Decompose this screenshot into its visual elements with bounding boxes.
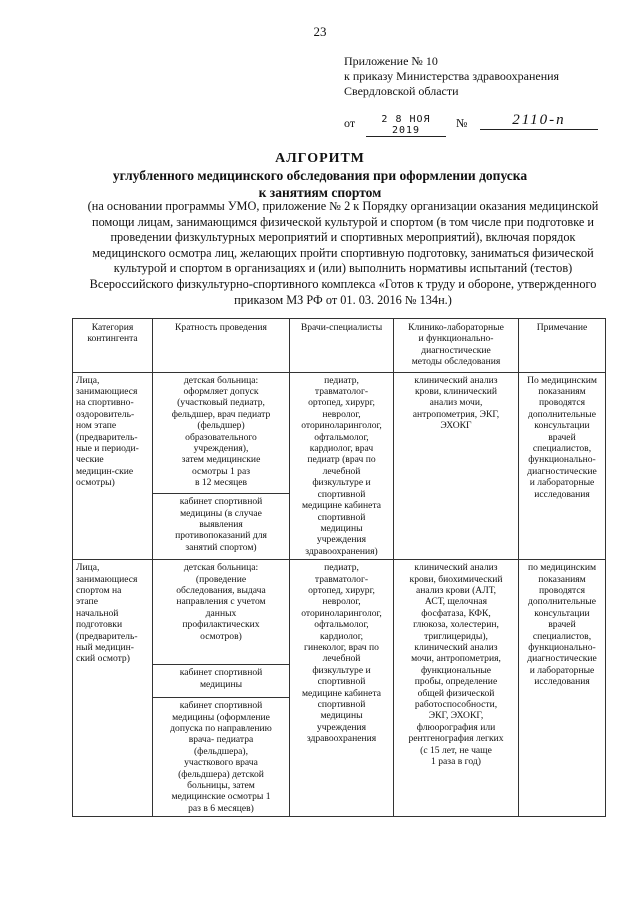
title-line: углубленного медицинского обследования при оформлении допуска [112, 168, 528, 183]
cell-frequency: детская больница: (проведение обследования, выдача направления с учетом данных профилактических осмотров) [153, 560, 290, 665]
attachment-line: Свердловской области [344, 84, 459, 98]
cell-doctors: педиатр, травматолог- ортопед, хирург, невролог, оториноларинголог, офтальмолог, кардиолог, гинеколог, врач по лечебной физкультуре и спортивной медицине кабинета спортивной медицины учреждения здравоохранения [290, 560, 394, 817]
cell-frequency: детская больница: оформляет допуск (участковый педиатр, фельдшер, врач педиатр (фельдшер) образовательного учреждения), затем медицинские осмотры 1 раз в 12 месяцев [153, 372, 290, 494]
page-number: 23 [313, 24, 327, 39]
basis-paragraph: (на основании программы УМО, приложение № 2 к Порядку организации оказания медицинской помощи лицам, занимающимся физической культурой и спортом (в том числе при подготовке и проведении физкультурных мероприятий и спортивных мероприятий), включая порядок медицинского осмотра лиц, желающих пройти спортивную подготовку, заниматься физической культурой и спортом в организациях и (или) выполнить нормативы испытаний (тестов) Всероссийского физкультурно-спортивного комплекса «Готов к труду и обороне, утвержденного приказом МЗ РФ от 01. 03. 2016 № 134н.) [87, 199, 599, 307]
cell-doctors: педиатр, травматолог- ортопед, хирург, невролог, оториноларинголог, офтальмолог, кардиолог, врач педиатр (врач по лечебной физкультуре и спортивной медицине кабинета спортивной медицины учреждения здравоохранения) [290, 372, 394, 560]
cell-frequency: кабинет спортивной медицины (в случае выявления противопоказаний для занятий спортом) [153, 494, 290, 560]
order-from-label: от [344, 116, 356, 130]
cell-frequency: кабинет спортивной медицины [153, 665, 290, 698]
attachment-line: к приказу Министерства здравоохранения [344, 69, 560, 83]
cell-note: По медицинским показаниям проводятся дополнительные консультации врачей специалистов, функционально- диагностические и лабораторные исследования [519, 372, 606, 560]
header-category: Категория контингента [73, 319, 153, 373]
title-main: АЛГОРИТМ [275, 151, 365, 166]
table-header-row [73, 319, 606, 373]
algorithm-table [72, 318, 606, 817]
attachment-line: Приложение № 10 [344, 54, 438, 68]
order-number-handwritten: 2110-п [480, 112, 598, 130]
cell-methods: клинический анализ крови, биохимический анализ крови (АЛТ, АСТ, щелочная фосфатаза, КФК, глюкоза, холестерин, триглицериды), клинический анализ мочи, антропометрия, функциональные пробы, определение общей физической работоспособности, ЭКГ, ЭХОКГ, флюорография или рентгенография легких (с 15 лет, не чаще 1 раза в год) [394, 560, 519, 817]
cell-note: по медицинским показаниям проводятся дополнительные консультации врачей специалистов, функционально- диагностические и лабораторные исследования [519, 560, 606, 817]
order-number-label: № [456, 116, 468, 130]
order-date-stamp: 2 8 НОЯ 2019 [366, 114, 446, 137]
attachment-header [344, 54, 614, 99]
header-doctors: Врачи-специалисты [290, 319, 394, 373]
cell-frequency: кабинет спортивной медицины (оформление допуска по направлению врача- педиатра (фельдшера), участкового врача (фельдшера) детской больницы, затем медицинские осмотры 1 раз в 6 месяцев) [153, 698, 290, 817]
cell-category: Лица, занимающиеся спортом на этапе начальной подготовки (предваритель- ный медицин- ский осмотр) [73, 560, 153, 817]
document-title [60, 150, 580, 201]
header-note: Примечание [519, 319, 606, 373]
header-frequency: Кратность проведения [153, 319, 290, 373]
table-row [73, 560, 606, 665]
header-methods: Клинико-лабораторные и функционально- диагностические методы обследования [394, 319, 519, 373]
cell-methods: клинический анализ крови, клинический анализ мочи, антропометрия, ЭКГ, ЭХОКГ [394, 372, 519, 560]
cell-category: Лица, занимающиеся на спортивно- оздоровитель- ном этапе (предваритель- ные и периоди- ческие медицин-ские осмотры) [73, 372, 153, 560]
table-row [73, 372, 606, 494]
title-line: к занятиям спортом [258, 185, 382, 200]
order-reference [344, 112, 604, 136]
